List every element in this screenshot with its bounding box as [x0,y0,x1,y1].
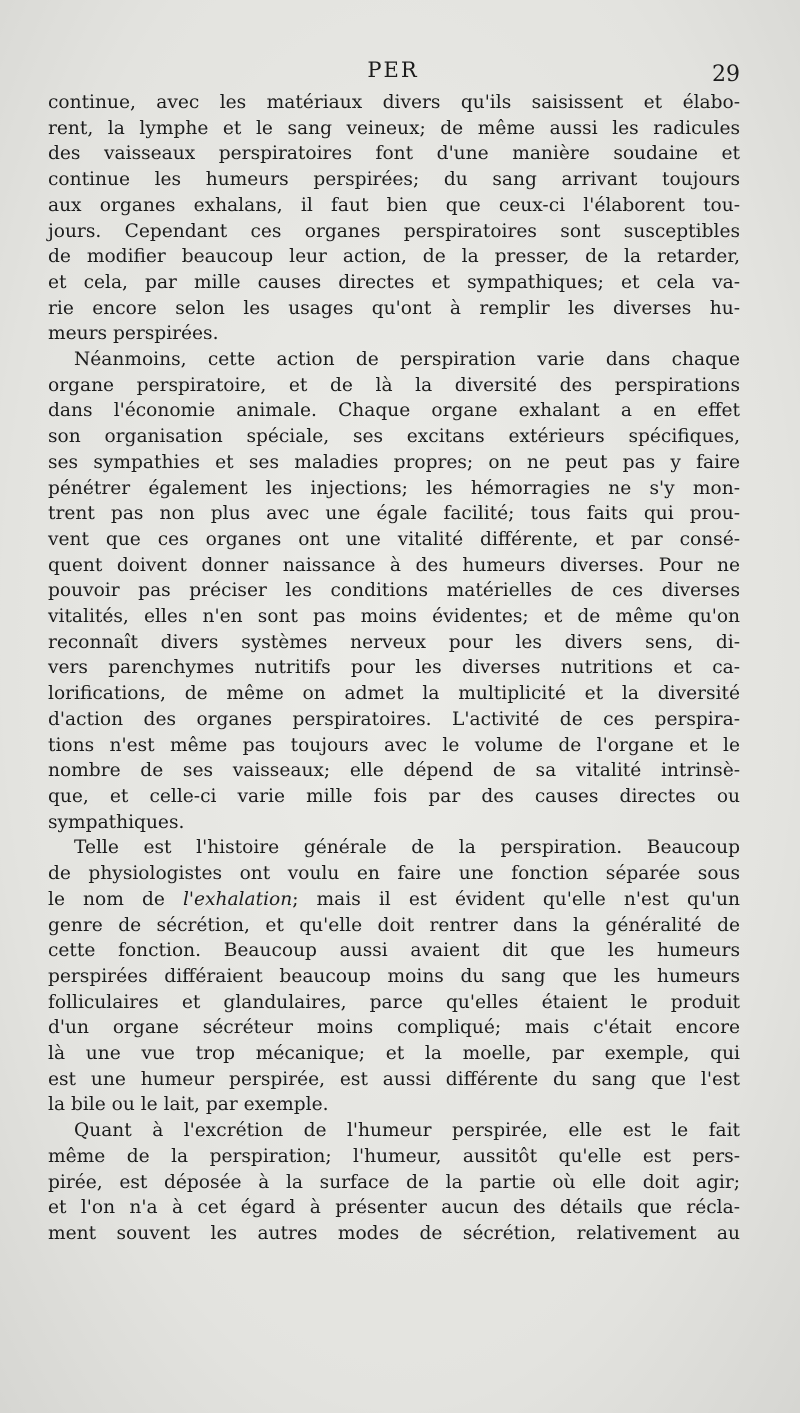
text-line: son organisation spéciale, ses excitans extérieurs spécifiques, [48,426,740,448]
text-line: rie encore selon les usages qu'ont à remplir les diverses hu- [48,297,740,319]
text-line: pirée, est déposée à la surface de la partie où elle doit agir; [48,1171,740,1193]
text-line: de modifier beaucoup leur action, de la presser, de la retarder, [48,246,740,268]
text-line: continue, avec les matériaux divers qu'ils saisissent et élabo- [48,92,740,113]
paragraph-2 [48,347,740,835]
text-line: continue les humeurs perspirées; du sang arrivant toujours [48,169,740,191]
text-line: pénétrer également les injections; les hémorragies ne s'y mon- [48,477,740,499]
text-line: reconnaît divers systèmes nerveux pour les divers sens, di- [48,631,740,653]
text-line: quent doivent donner naissance à des humeurs diverses. Pour ne [48,554,740,576]
text-line: trent pas non plus avec une égale facilité; tous faits qui prou- [48,503,740,525]
text-line: et l'on n'a à cet égard à présenter aucun des détails que récla- [48,1197,740,1219]
text-line: est une humeur perspirée, est aussi différente du sang que l'est [48,1068,740,1090]
text-line: que, et celle-ci varie mille fois par des causes directes ou [48,785,740,807]
text-line: tions n'est même pas toujours avec le volume de l'organe et le [48,734,740,756]
text-line: des vaisseaux perspiratoires font d'une manière soudaine et [48,143,740,165]
text-line: vers parenchymes nutritifs pour les diverses nutritions et ca- [48,657,740,679]
text-line: vent que ces organes ont une vitalité différente, et par consé- [48,528,740,550]
text-line: organe perspiratoire, et de là la diversité des perspirations [48,374,740,396]
body-text [48,90,740,1247]
text-line: et cela, par mille causes directes et sympathiques; et cela va- [48,271,740,293]
text-line: ses sympathies et ses maladies propres; on ne peut pas y faire [48,451,740,473]
text-line: genre de sécrétion, et qu'elle doit rentrer dans la généralité de [48,914,740,936]
text-line: dans l'économie animale. Chaque organe exhalant a en effet [48,400,740,422]
text-line: jours. Cependant ces organes perspiratoires sont susceptibles [48,220,740,242]
text-line: rent, la lymphe et le sang veineux; de même aussi les radicules [48,117,740,139]
text-line: la bile ou le lait, par exemple. [48,1094,329,1116]
text-line: le nom de l'exhalation; mais il est évident qu'elle n'est qu'un [48,888,740,910]
text-line: nombre de ses vaisseaux; elle dépend de sa vitalité intrinsè- [48,760,740,782]
text-line: folliculaires et glandulaires, parce qu'elles étaient le produit [48,991,740,1013]
text-line: d'un organe sécréteur moins compliqué; mais c'était encore [48,1017,740,1039]
text-line: aux organes exhalans, il faut bien que ceux-ci l'élaborent tou- [48,194,740,216]
text-line: d'action des organes perspiratoires. L'activité de ces perspira- [48,708,740,730]
text-line: même de la perspiration; l'humeur, aussitôt qu'elle est pers- [48,1145,740,1167]
text-line: ment souvent les autres modes de sécrétion, relativement au [48,1222,740,1244]
paragraph-4 [48,1118,740,1247]
text-line: vitalités, elles n'en sont pas moins évidentes; et de même qu'on [48,606,740,628]
running-head: PER [367,58,419,82]
text-line: pouvoir pas préciser les conditions matérielles de ces diverses [48,580,740,602]
page-header [48,58,738,88]
text-line: de physiologistes ont voulu en faire une fonction séparée sous [48,863,740,885]
page-number: 29 [712,62,740,87]
text-line: Telle est l'histoire générale de la perspiration. Beaucoup [74,837,740,859]
text-line: Néanmoins, cette action de perspiration varie dans chaque [74,349,740,371]
text-line: Quant à l'excrétion de l'humeur perspirée, elle est le fait [74,1120,740,1142]
paragraph-1 [48,90,740,347]
text-line: cette fonction. Beaucoup aussi avaient dit que les humeurs [48,940,740,962]
text-line: là une vue trop mécanique; et la moelle, par exemple, qui [48,1043,740,1065]
text-line: meurs perspirées. [48,323,219,345]
text-line: perspirées différaient beaucoup moins du sang que les humeurs [48,965,740,987]
text-line: lorifications, de même on admet la multiplicité et la diversité [48,683,740,705]
text-line: sympathiques. [48,811,185,833]
paragraph-3 [48,835,740,1118]
